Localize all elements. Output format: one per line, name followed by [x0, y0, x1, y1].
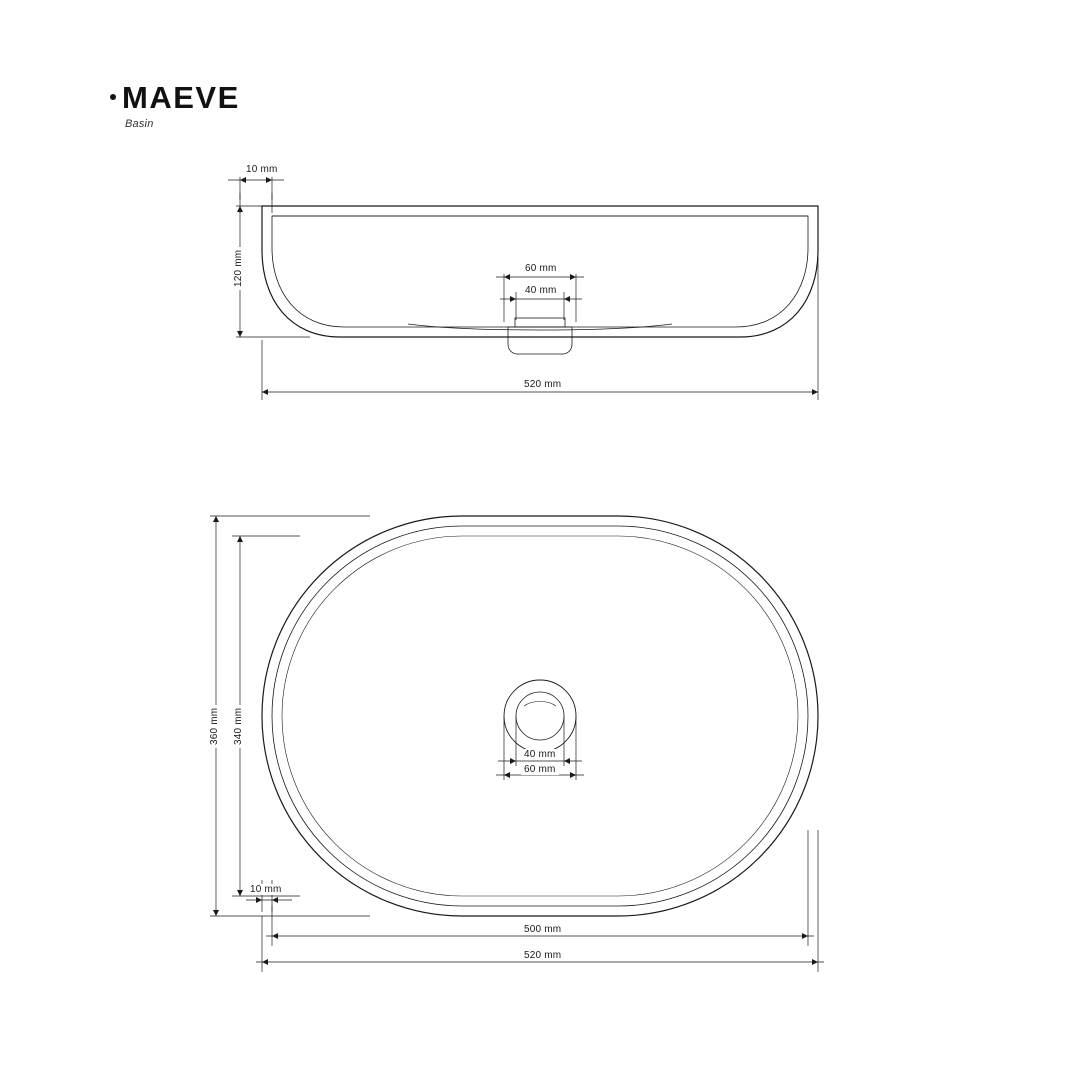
brand-title: MAEVE — [122, 80, 240, 115]
dim-label-plan-wall-thickness: 10 mm — [247, 884, 285, 895]
basin-outer-outline — [262, 516, 818, 916]
top-plan-view — [262, 516, 818, 916]
dim-label-plan-inner-length: 500 mm — [521, 924, 564, 935]
dim-label-plan-drain-inner: 40 mm — [521, 749, 559, 760]
product-subtitle: Basin — [125, 118, 154, 130]
side-elevation-view — [262, 206, 818, 354]
dim-label-side-wall-thickness: 10 mm — [243, 164, 281, 175]
drain-inner-circle — [516, 692, 564, 740]
dim-label-plan-inner-width: 340 mm — [233, 705, 244, 748]
dim-label-side-overall-length: 520 mm — [521, 379, 564, 390]
dim-label-plan-drain-outer: 60 mm — [521, 764, 559, 775]
dim-side-height — [236, 206, 310, 337]
drain-outer-circle — [504, 680, 576, 752]
dim-side-drain-inner — [500, 292, 582, 320]
dim-label-side-drain-inner: 40 mm — [522, 285, 560, 296]
drain-flange — [515, 318, 565, 327]
dim-label-side-height: 120 mm — [233, 247, 244, 290]
dim-label-side-drain-outer: 60 mm — [522, 263, 560, 274]
dim-label-plan-overall-length: 520 mm — [521, 950, 564, 961]
drain-highlight — [524, 702, 556, 707]
drain-outlet — [508, 327, 572, 354]
basin-bowl-outline — [282, 536, 798, 896]
dim-label-plan-overall-width: 360 mm — [209, 705, 220, 748]
dim-side-drain-outer — [496, 274, 584, 322]
dim-side-wall-thickness — [228, 177, 284, 213]
basin-rim-outline — [272, 526, 808, 906]
